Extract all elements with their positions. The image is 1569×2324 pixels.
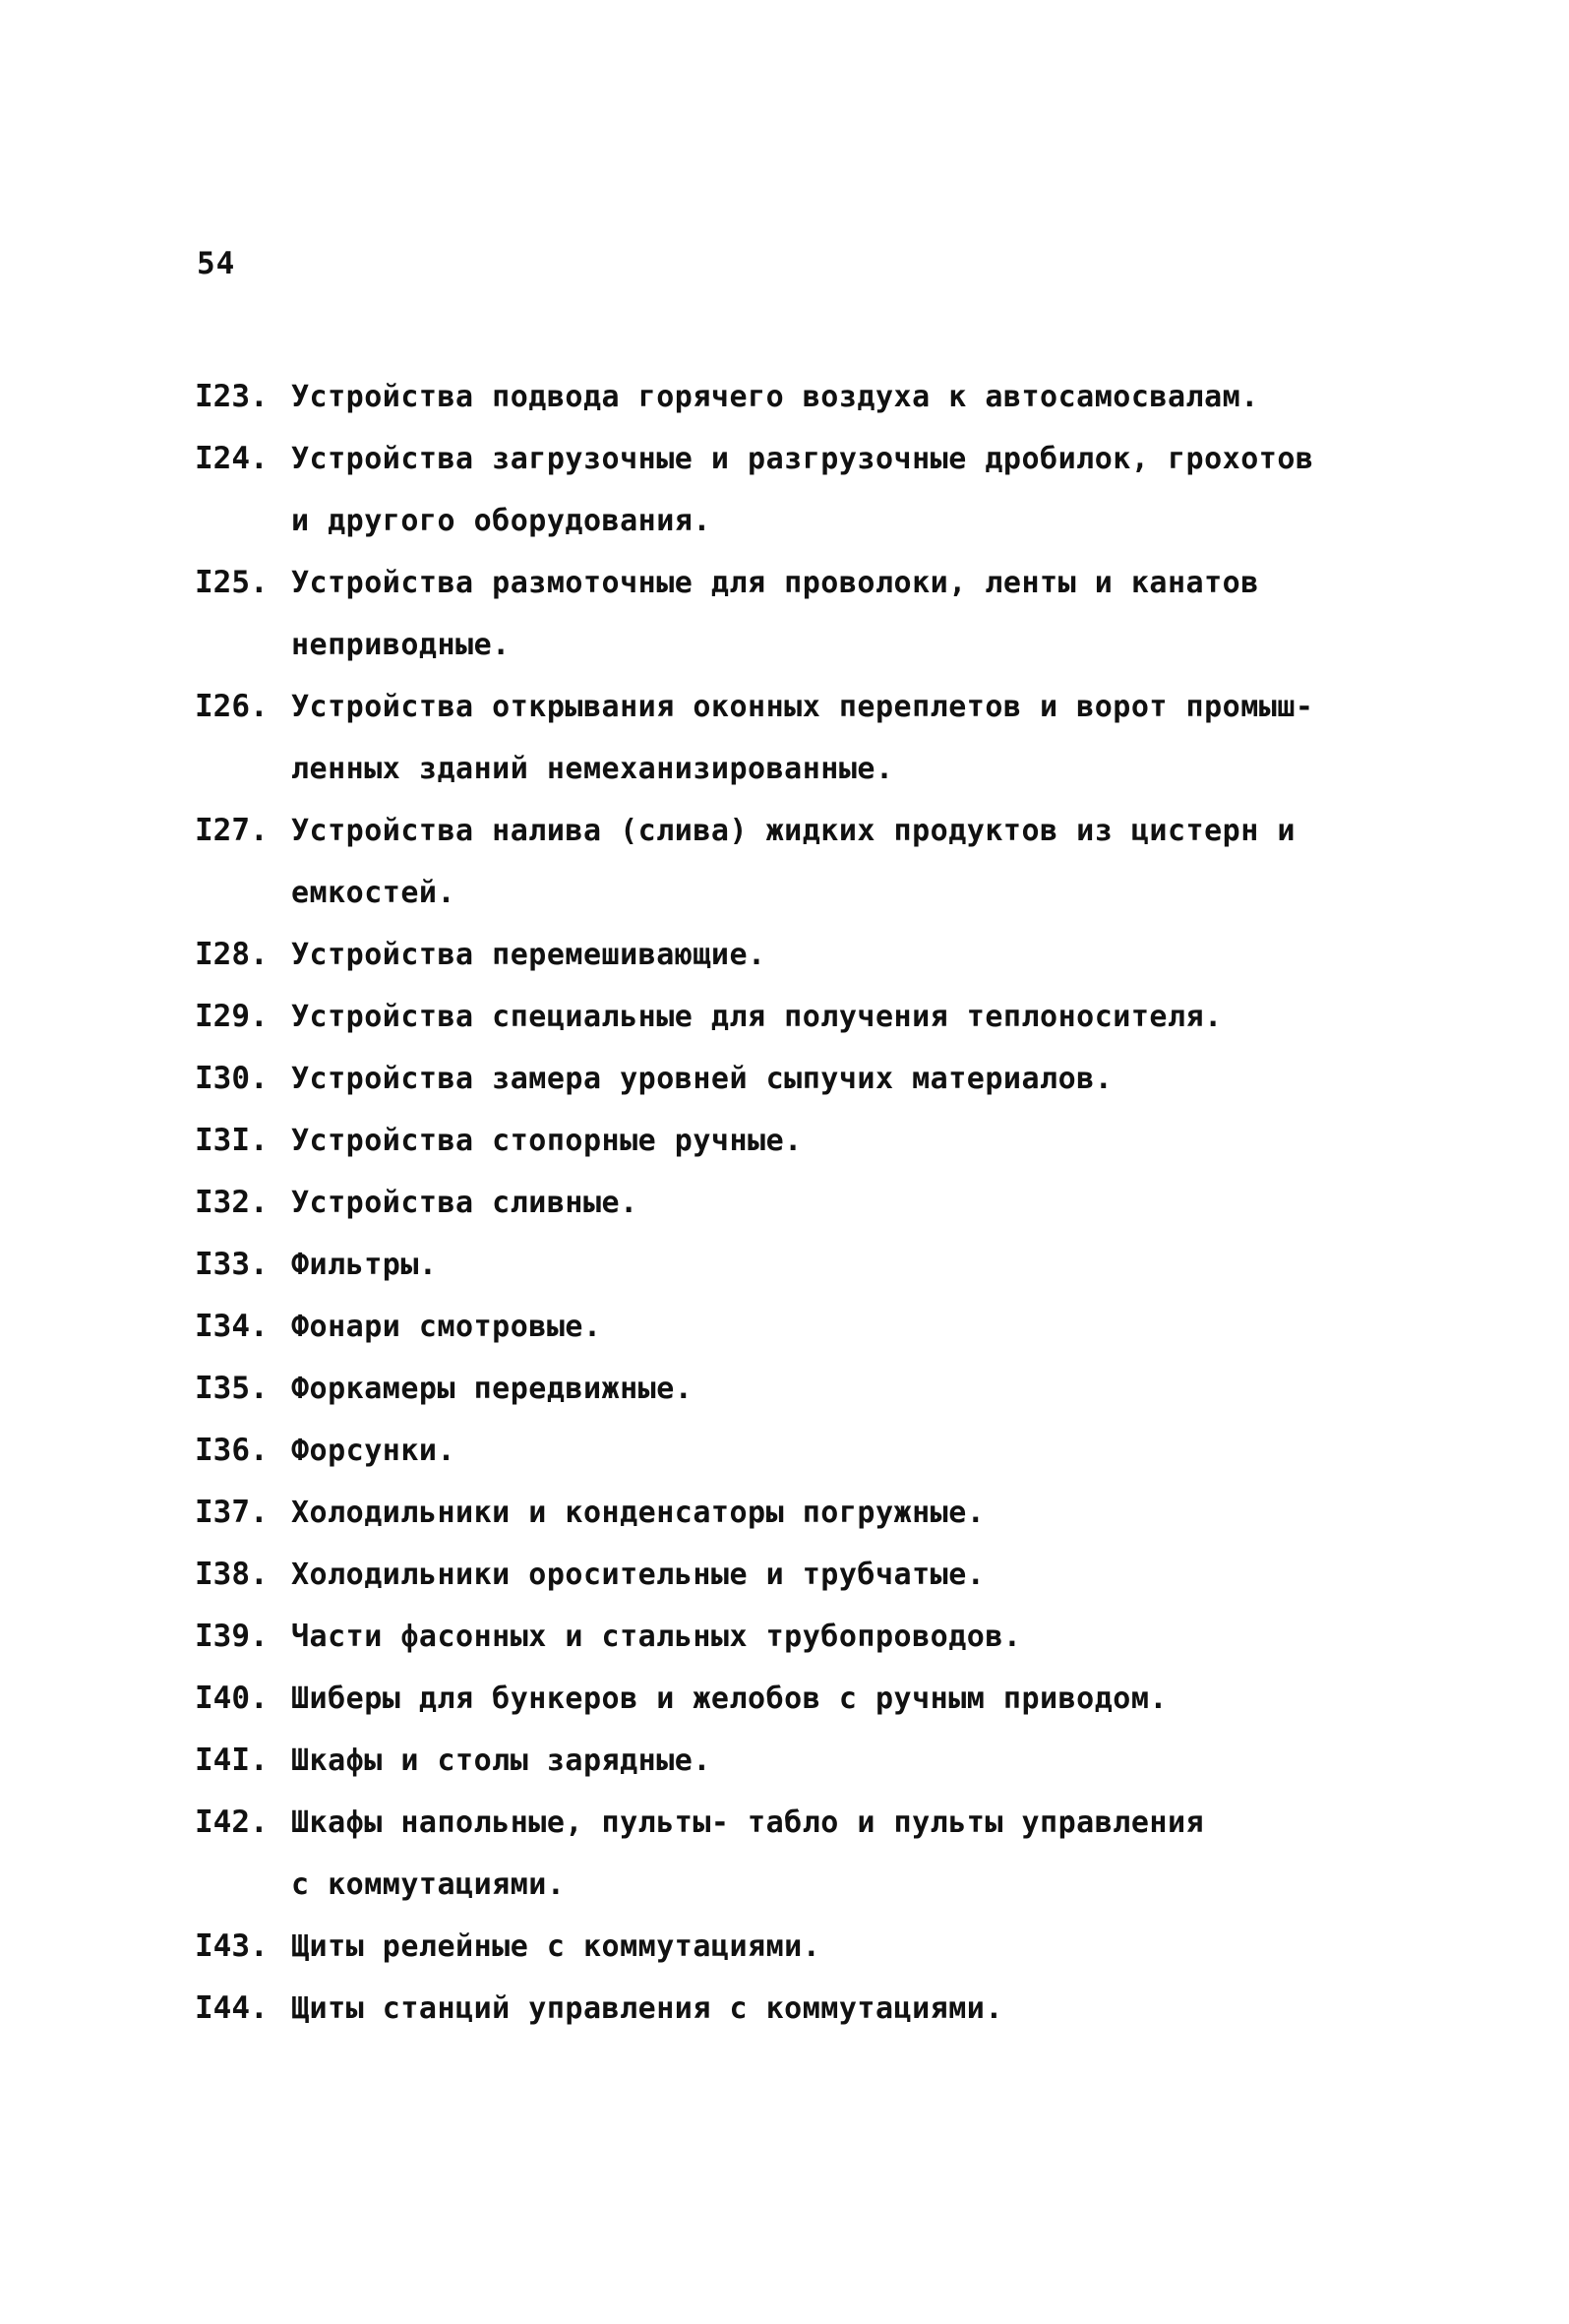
list-item (195, 1978, 1424, 2040)
page-number: 54 (197, 246, 236, 281)
list-item (195, 1234, 1424, 1296)
item-number: I23. (195, 379, 269, 414)
item-text-line: емкостей. (291, 876, 456, 910)
item-text (291, 1606, 1424, 1668)
item-number: I43. (195, 1928, 269, 1964)
item-number: I30. (195, 1061, 269, 1096)
item-text (291, 1172, 1424, 1234)
item-text-line: Шкафы и столы зарядные. (291, 1743, 711, 1778)
item-text-line: Фильтры. (291, 1248, 438, 1282)
item-text-line: с коммутациями. (291, 1867, 566, 1902)
list-item (195, 1420, 1424, 1482)
item-number: I34. (195, 1309, 269, 1344)
item-text-line: Устройства налива (слива) жидких продуктов из цистерн и (291, 814, 1296, 848)
item-text (291, 1978, 1424, 2040)
list-item (195, 800, 1424, 924)
item-text-line: Холодильники оросительные и трубчатые. (291, 1558, 986, 1592)
item-text-line: Устройства замера уровней сыпучих материалов. (291, 1062, 1114, 1096)
list-item (195, 1544, 1424, 1606)
item-text (291, 676, 1424, 800)
item-text (291, 800, 1424, 924)
list-item (195, 1296, 1424, 1358)
list-item (195, 1358, 1424, 1420)
item-text-line: Устройства открывания оконных переплетов и ворот промыш- (291, 690, 1314, 724)
list-item (195, 552, 1424, 676)
item-text-line: Холодильники и конденсаторы погружные. (291, 1496, 986, 1530)
list-item (195, 1606, 1424, 1668)
list-item (195, 1730, 1424, 1792)
item-text-line: Фонари смотровые. (291, 1310, 602, 1344)
list-item (195, 1172, 1424, 1234)
item-text (291, 1668, 1424, 1730)
item-text-line: Форкамеры передвижные. (291, 1372, 694, 1406)
item-number: I29. (195, 999, 269, 1034)
list-item (195, 428, 1424, 552)
item-text-line: Устройства специальные для получения теплоносителя. (291, 1000, 1223, 1034)
list-item (195, 1668, 1424, 1730)
item-text (291, 1482, 1424, 1544)
item-text-line: ленных зданий немеханизированные. (291, 752, 894, 786)
item-number: I4I. (195, 1743, 269, 1778)
list-item (195, 366, 1424, 428)
list-item (195, 1792, 1424, 1916)
item-number: I28. (195, 937, 269, 972)
item-text-line: Устройства загрузочные и разгрузочные дробилок, грохотов (291, 442, 1314, 476)
item-text-line: Устройства стопорные ручные. (291, 1124, 803, 1158)
item-text (291, 1296, 1424, 1358)
item-number: I40. (195, 1681, 269, 1716)
item-text (291, 1420, 1424, 1482)
list-item (195, 1482, 1424, 1544)
equipment-list (195, 366, 1424, 2040)
list-item (195, 1110, 1424, 1172)
item-text (291, 1544, 1424, 1606)
item-number: I42. (195, 1804, 269, 1840)
list-item (195, 924, 1424, 986)
item-text-line: Устройства подвода горячего воздуха к автосамосвалам. (291, 380, 1259, 414)
item-text-line: Устройства перемешивающие. (291, 938, 766, 972)
item-text (291, 1358, 1424, 1420)
list-item (195, 986, 1424, 1048)
item-number: I25. (195, 565, 269, 600)
item-text (291, 1234, 1424, 1296)
item-text (291, 1916, 1424, 1978)
item-text (291, 366, 1424, 428)
item-text-line: Устройства сливные. (291, 1186, 638, 1220)
item-number: I33. (195, 1247, 269, 1282)
list-item (195, 1916, 1424, 1978)
item-number: I32. (195, 1185, 269, 1220)
item-number: I44. (195, 1990, 269, 2026)
item-text-line: Форсунки. (291, 1434, 456, 1468)
item-text-line: Щиты станций управления с коммутациями. (291, 1991, 1003, 2026)
item-text-line: Части фасонных и стальных трубопроводов. (291, 1620, 1022, 1654)
item-text (291, 986, 1424, 1048)
item-text (291, 1730, 1424, 1792)
item-text-line: неприводные. (291, 628, 511, 662)
item-text (291, 1110, 1424, 1172)
item-text (291, 1792, 1424, 1916)
item-number: I39. (195, 1619, 269, 1654)
item-number: I36. (195, 1433, 269, 1468)
item-number: I38. (195, 1557, 269, 1592)
item-text-line: Шкафы напольные, пульты- табло и пульты управления (291, 1805, 1205, 1840)
item-number: I26. (195, 689, 269, 724)
item-number: I3I. (195, 1123, 269, 1158)
item-text-line: Устройства размоточные для проволоки, ленты и канатов (291, 566, 1259, 600)
item-text (291, 552, 1424, 676)
item-number: I27. (195, 813, 269, 848)
item-text (291, 1048, 1424, 1110)
item-text (291, 924, 1424, 986)
list-item (195, 1048, 1424, 1110)
item-number: I37. (195, 1495, 269, 1530)
list-item (195, 676, 1424, 800)
item-number: I35. (195, 1371, 269, 1406)
item-text-line: Шиберы для бункеров и желобов с ручным приводом. (291, 1682, 1168, 1716)
item-text (291, 428, 1424, 552)
item-number: I24. (195, 441, 269, 476)
item-text-line: Щиты релейные с коммутациями. (291, 1929, 821, 1964)
item-text-line: и другого оборудования. (291, 504, 711, 538)
